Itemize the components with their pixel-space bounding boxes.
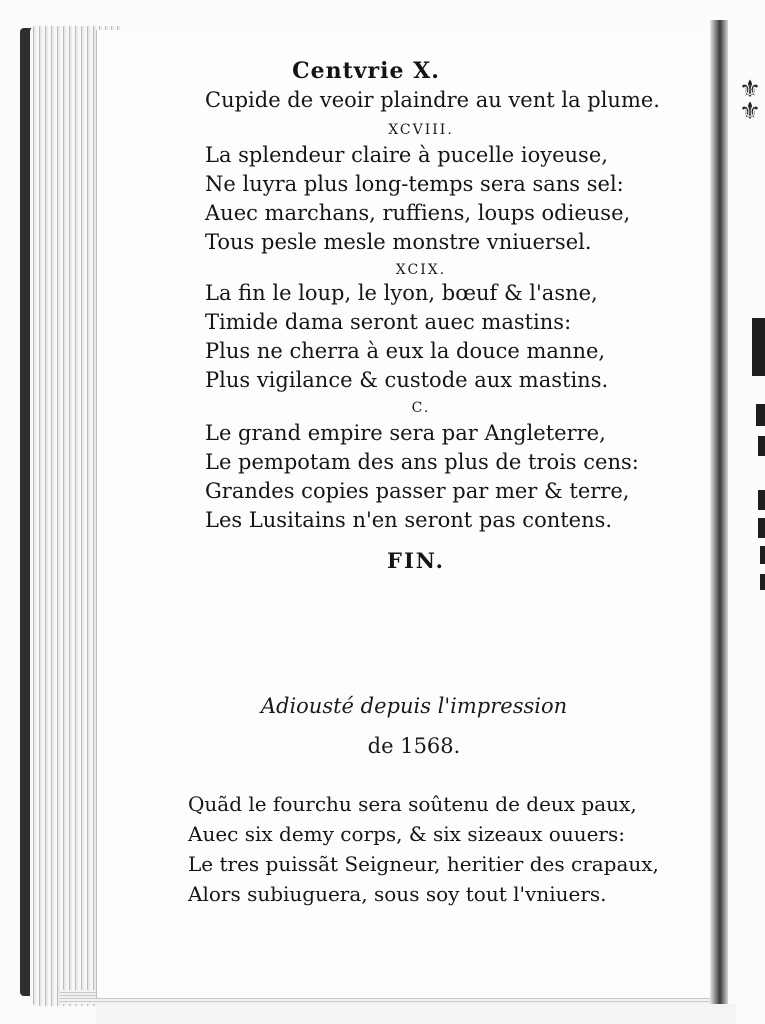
text-fragment xyxy=(758,490,765,510)
verse-line: Plus ne cherra à eux la douce manne, xyxy=(205,339,606,363)
addition-year: de 1568. xyxy=(367,734,461,758)
initial-letter-fragment xyxy=(752,318,765,376)
page-shadow xyxy=(96,1004,736,1024)
book-gutter xyxy=(710,20,728,1010)
addition-line: Auec six demy corps, & six sizeaux ouuers: xyxy=(188,822,625,846)
verse-line: Le pempotam des ans plus de trois cens: xyxy=(205,450,639,474)
text-fragment xyxy=(758,436,765,456)
end-marker: FIN. xyxy=(387,548,445,573)
verse-line: Plus vigilance & custode aux mastins. xyxy=(205,368,609,392)
addition-line: Quãd le fourchu sera soûtenu de deux paux, xyxy=(188,792,637,816)
addition-line: Le tres puissãt Seigneur, heritier des crapaux, xyxy=(188,852,659,876)
verse-line: La fin le loup, le lyon, bœuf & l'asne, xyxy=(205,281,598,305)
fleur-de-lis-ornament-icon: ⚜ ⚜ xyxy=(739,75,761,125)
addition-line: Alors subiuguera, sous soy tout l'vniuers. xyxy=(188,882,607,906)
verse-line: La splendeur claire à pucelle ioyeuse, xyxy=(205,143,608,167)
text-fragment xyxy=(760,546,765,564)
verse-line: Le grand empire sera par Angleterre, xyxy=(205,421,606,445)
quatrain-numeral: XCVIII. xyxy=(388,122,454,138)
addition-heading: Adiousté depuis l'impression xyxy=(260,694,568,718)
verse-line: Auec marchans, ruffiens, loups odieuse, xyxy=(205,201,631,225)
verse-line: Grandes copies passer par mer & terre, xyxy=(205,479,630,503)
quatrain-numeral: C. xyxy=(411,400,431,416)
running-header: Centvrie X. xyxy=(292,58,440,84)
text-fragment xyxy=(760,574,765,590)
opening-line: Cupide de veoir plaindre au vent la plume. xyxy=(205,88,660,112)
text-fragment xyxy=(756,404,765,426)
verse-line: Timide dama seront auec mastins: xyxy=(205,310,572,334)
quatrain-numeral: XCIX. xyxy=(395,262,447,278)
verse-line: Ne luyra plus long-temps sera sans sel: xyxy=(205,172,624,196)
text-fragment xyxy=(758,518,765,538)
verse-line: Les Lusitains n'en seront pas contens. xyxy=(205,508,613,532)
verse-line: Tous pesle mesle monstre vniuersel. xyxy=(205,230,592,254)
